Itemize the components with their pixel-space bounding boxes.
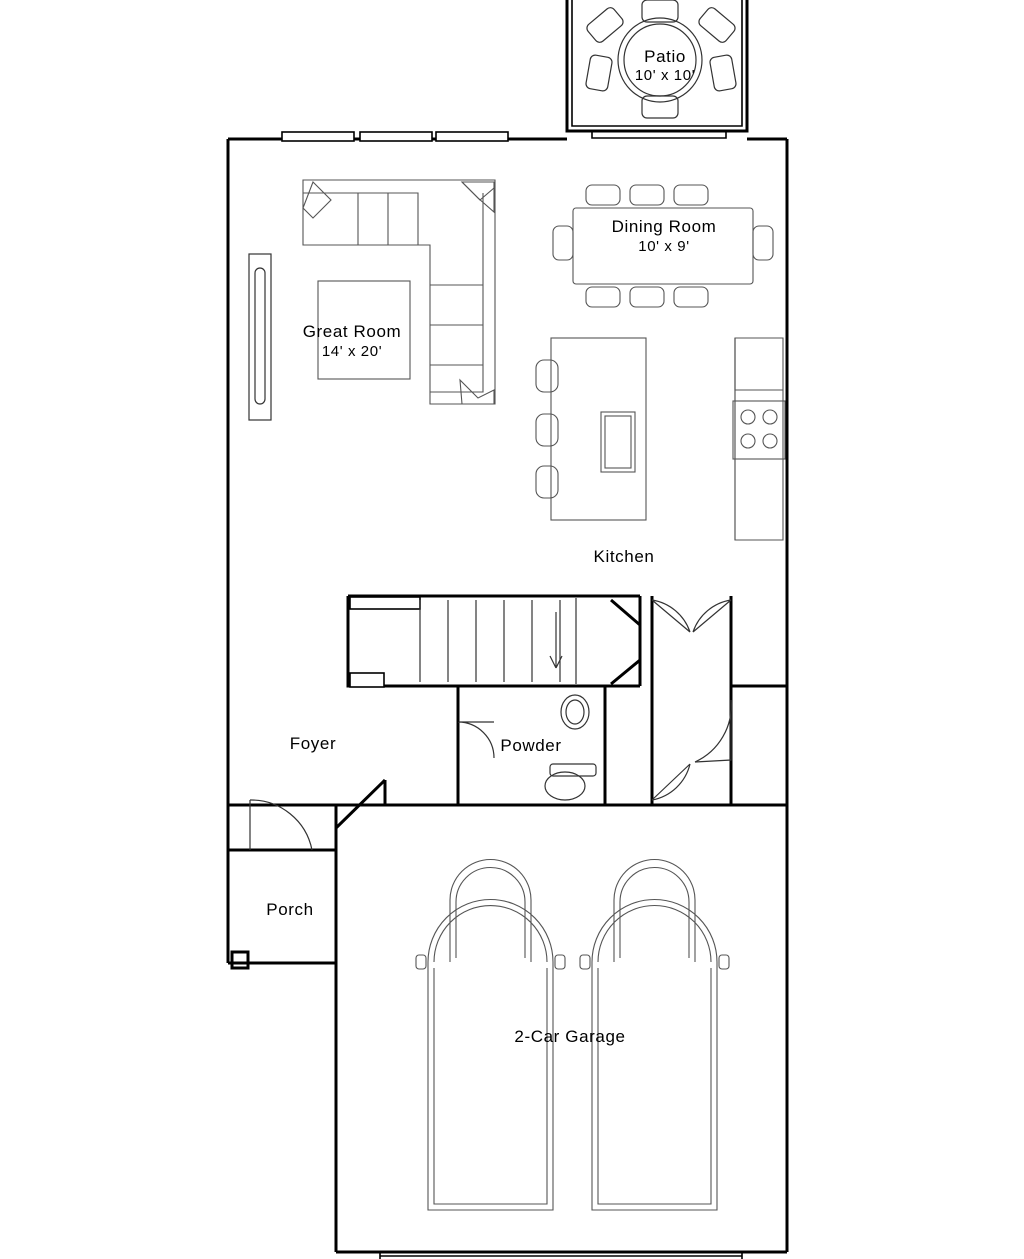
great-room-windows bbox=[282, 132, 508, 141]
porch bbox=[228, 800, 336, 968]
room-label-patio: Patio bbox=[644, 47, 686, 66]
foyer-and-hall bbox=[336, 596, 787, 828]
room-label-powder: Powder bbox=[500, 736, 562, 755]
room-label-garage: 2-Car Garage bbox=[514, 1027, 626, 1046]
room-label-great-room: Great Room bbox=[302, 322, 402, 341]
room-label-foyer: Foyer bbox=[289, 734, 337, 753]
kitchen bbox=[536, 338, 785, 540]
great-room bbox=[249, 180, 495, 420]
room-dim-great-room: 14' x 20' bbox=[321, 343, 383, 360]
room-label-porch: Porch bbox=[266, 900, 314, 919]
room-labels bbox=[266, 47, 716, 1046]
room-label-dining: Dining Room bbox=[611, 217, 717, 236]
room-label-kitchen: Kitchen bbox=[593, 547, 655, 566]
room-dim-patio: 10' x 10' bbox=[634, 67, 696, 84]
room-dim-dining: 10' x 9' bbox=[638, 238, 690, 255]
staircase bbox=[348, 596, 640, 687]
